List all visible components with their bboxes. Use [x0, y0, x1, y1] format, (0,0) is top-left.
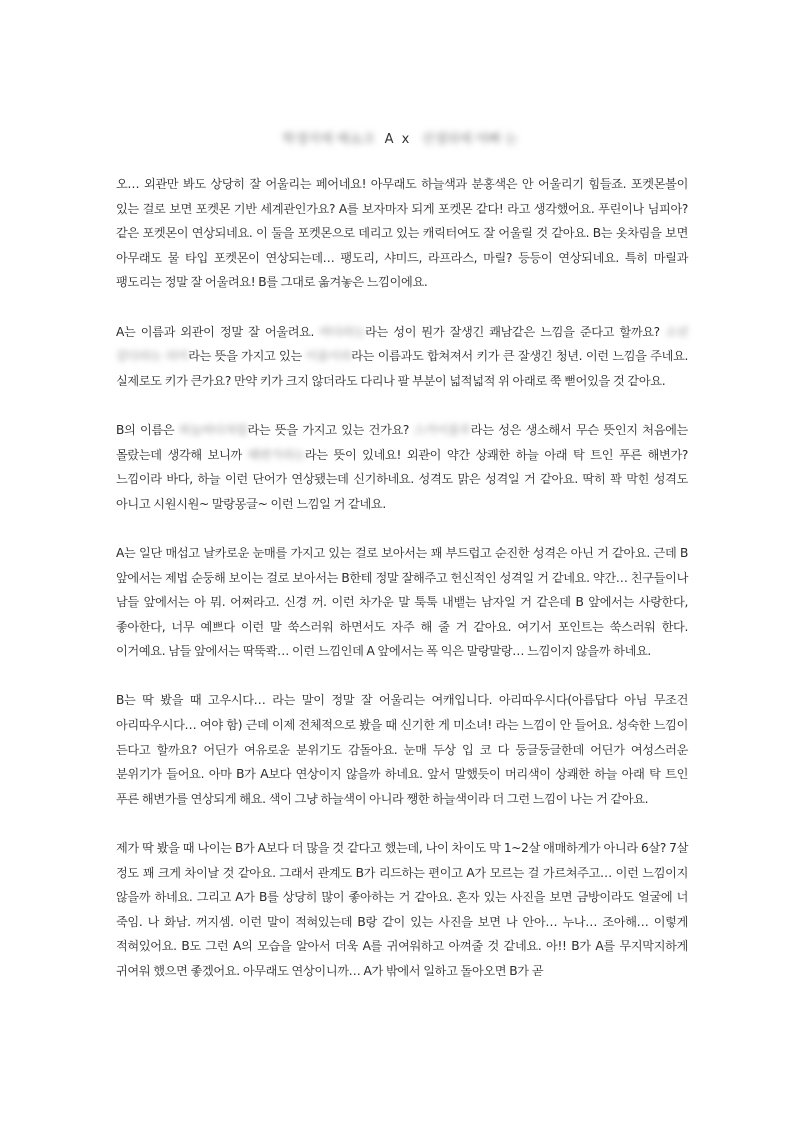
- body-paragraph: [116, 836, 688, 984]
- title-pair-label: A x: [384, 132, 412, 147]
- redacted-name: 바다라는: [319, 324, 366, 339]
- paragraph-text: A는 이름과 외관이 정말 잘 어울려요.: [116, 324, 320, 339]
- document-body: [116, 172, 688, 984]
- body-paragraph: [116, 172, 688, 295]
- paragraph-text: 라는 성은 생소해서 무슨 뜻인지 처음에는 몰랐는데 생각해 보니까: [116, 422, 688, 462]
- document-title: [0, 130, 800, 150]
- body-paragraph: [116, 418, 688, 516]
- paragraph-text: 라는 뜻을 가지고 있는: [188, 349, 306, 364]
- paragraph-text: A는 일단 매섭고 날카로운 눈매를 가지고 있는 걸로 보아서는 꽤 부드럽고 순진한 성격은 아닌 거 같아요. 근데 B 앞에서는 제법 순둥해 보이는 걸로 보아서는 B한테 정말 잘해주고 헌신적인 성격일 거 같네요. 약간… 친구들이나 남들 앞에서는 아 뭐. 어쩌라고. 신경 꺼. 이런 차가운 말 툭툭 내뱉는 남자일 거 같은데 B 앞에서는 사랑한다, 좋아한다, 너무 예쁘다 이런 말 쑥스러워 하면서도 자주 해 줄 거 같아요. 여기서 포인트는 쑥스러워 한다. 이거예요. 남들 앞에서는 딱뚝콱… 이런 느낌인데 A 앞에서는 폭 익은 말랑말랑… 느낌이지 않을까 하네요.: [116, 545, 688, 659]
- paragraph-text: 제가 딱 봤을 때 나이는 B가 A보다 더 많을 것 같다고 했는데, 나이 차이도 막 1~2살 애매하게가 아니라 6살? 7살 정도 꽤 크게 차이날 것 같아요. 그래서 관계도 B가 리드하는 편이고 A가 모르는 걸 가르쳐주고… 이런 느낌이지 않을까 하네요. 그리고 A가 B를 상당히 많이 좋아하는 거 같아요. 혼자 있는 사진을 보면 금방이라도 얼굴에 너 죽임. 나 화남. 꺼지셈. 이런 말이 적혀있는데 B랑 같이 있는 사진을 보면 나 안아… 누나… 조아해… 이렇게 적혀있어요. B도 그런 A의 모습을 알아서 더욱 A를 귀여워하고 아껴줄 것 같네요. 아!! B가 A를 무지막지하게 귀여워 했으면 좋겠어요. 아무래도 연상이니까… A가 밖에서 일하고 돌아오면 B가 곧: [116, 841, 688, 978]
- body-paragraph: [116, 688, 688, 811]
- paragraph-text: 라는 성이 뭔가 잘생긴 쾌남같은 느낌을 준다고 할까요?: [365, 324, 666, 339]
- paragraph-text: 라는 뜻이 있네요! 외관이 약간 상쾌한 하늘 아래 탁 트인 푸른 해변가? 느낌이라 바다, 하늘 이런 단어가 연상됐는데 신기하네요. 성격도 맑은 성격일 거 같아요. 딱히 꽉 막힌 성격도 아니고 시원시원~ 말랑몽글~ 이런 느낌일 거 같네요.: [116, 447, 689, 511]
- paragraph-text: 오… 외관만 봐도 상당히 잘 어울리는 페어네요! 아무래도 하늘색과 분홍색은 안 어울리기 힘들죠. 포켓몬볼이 있는 걸로 보면 포켓몬 기반 세계관인가요? A를 보자마자 되게 포켓몬 같다! 라고 생각했어요. 푸린이나 님피아? 같은 포켓몬이 연상되네요. 이 둘을 포켓몬으로 데리고 있는 캐릭터여도 잘 어울릴 것 같아요. B는 옷차림을 보면 아무래도 물 타입 포켓몬이 연상되는데… 팽도리, 샤미드, 라프라스, 마릴? 등등이 연상되네요. 특히 마릴과 팽도리는 정말 잘 어울려요! B를 그대로 옮겨놓은 느낌이에요.: [116, 177, 688, 290]
- title-right-name-redacted: 선생의에 야빠 는: [421, 132, 518, 147]
- paragraph-text: 라는 뜻을 가지고 있는 건가요?: [247, 422, 414, 437]
- title-left-name-redacted: 학생지에 배소크: [282, 132, 375, 147]
- body-paragraph: [116, 320, 688, 394]
- paragraph-text: 라는 이름과도 합쳐져서 키가 큰 잘생긴 청년. 이런 느낌을 주네요. 실제로도 키가 큰가요? 만약 키가 크지 않더라도 다리나 팔 부분이 넓적넓적 위 아래로 쭉 뻗어있을 것 같아요.: [116, 349, 689, 388]
- redacted-name: 이름이라: [305, 349, 352, 364]
- redacted-name: 소년 같다라는 의미: [116, 324, 688, 364]
- body-paragraph: [116, 541, 688, 664]
- paragraph-text: B의 이름은: [116, 422, 179, 437]
- redacted-name: 해변가라는: [247, 447, 305, 462]
- paragraph-text: B는 딱 봤을 때 고우시다… 라는 말이 정말 잘 어울리는 여캐입니다. 아리따우시다(아름답다 아님 무조건 아리따우시다… 여야 함) 근데 이제 전체적으로 봤을 때 신기한 게 미소녀! 라는 느낌이 안 들어요. 성숙한 느낌이 든다고 할까요? 어딘가 여유로운 분위기도 감돌아요. 눈매 두상 입 코 다 둥글둥글한데 어딘가 여성스러운 분위기가 들어요. 아마 B가 A보다 연상이지 않을까 하네요. 앞서 말했듯이 머리색이 상쾌한 하늘 아래 탁 트인 푸른 해변가를 연상되게 해요. 색이 그냥 하늘색이 아니라 쨍한 하늘색이라 더 그런 느낌이 나는 거 같아요.: [116, 693, 688, 806]
- redacted-name: 스카이블루: [413, 422, 471, 437]
- redacted-name: 하늘바다처럼: [178, 422, 248, 437]
